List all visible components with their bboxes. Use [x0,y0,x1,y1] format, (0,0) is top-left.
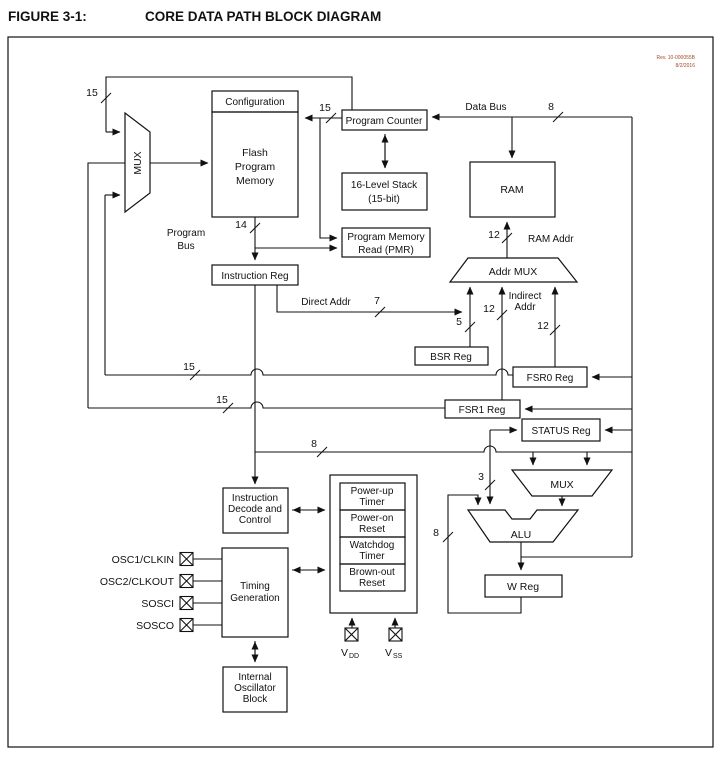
width-flash-ir: 14 [235,219,247,231]
stack-label-1: 16-Level Stack [350,180,418,191]
width-fsr0-mux: 15 [183,361,195,373]
program-bus-label-2: Bus [177,241,195,252]
width-fsr0-indirect: 12 [537,320,549,332]
width-ram-addr: 12 [488,229,500,241]
pmr-label-2: Read (PMR) [358,245,414,256]
flash-label-3: Memory [236,175,274,187]
ram-addr-label: RAM Addr [528,234,574,245]
power-on-reset-label-1: Power-on [350,513,394,524]
watchdog-timer-label-2: Timer [359,551,385,562]
pin-symbols [180,553,402,642]
instruction-reg-label: Instruction Reg [221,271,289,282]
pmr-label-1: Program Memory [347,232,425,243]
program-counter-label: Program Counter [345,116,423,127]
power-on-reset-label-2: Reset [358,524,386,535]
timing-generation-label-2: Generation [230,593,280,604]
ram-label: RAM [500,184,524,196]
fsr0-reg-label: FSR0 Reg [526,373,574,384]
bsr-reg-label: BSR Reg [430,352,472,363]
width-bsr: 5 [456,316,462,328]
figure-title: CORE DATA PATH BLOCK DIAGRAM [145,9,382,24]
sosco-pin-label: SOSCO [136,620,174,632]
width-literal: 8 [311,438,317,450]
status-reg-label: STATUS Reg [531,426,591,437]
osc2-clkout-pin-label: OSC2/CLKOUT [99,576,174,588]
instruction-decode-label-1: Instruction [231,493,279,504]
width-pc-mux: 15 [86,87,98,99]
power-up-timer-label-1: Power-up [350,486,394,497]
vss-pin-label-sub: SS [393,653,403,660]
left-mux-label: MUX [132,151,144,175]
flash-label-2: Program [234,161,276,173]
width-data-bus: 8 [548,101,554,113]
stack-label-2: (15-bit) [368,194,400,205]
width-w-feedback: 8 [433,527,439,539]
width-pc-flash: 15 [319,102,331,114]
fsr1-reg-label: FSR1 Reg [458,405,506,416]
program-bus-label-1: Program [166,228,206,239]
vdd-pin-label-sub: DD [349,653,360,660]
alu-label: ALU [510,529,532,541]
w-reg-label: W Reg [506,581,540,593]
instruction-decode-label-3: Control [238,515,272,526]
rev-code: Rev. 10-000055B [656,55,695,61]
flash-label-1: Flash [242,147,268,159]
timing-generation-label-1: Timing [240,581,270,592]
right-mux-label: MUX [550,479,574,491]
brown-out-reset-label-2: Reset [358,578,386,589]
configuration-label: Configuration [225,97,285,108]
instruction-decode-label-2: Decode and [228,504,282,515]
brown-out-reset-label-1: Brown-out [349,567,395,578]
power-up-timer-label-2: Timer [359,497,385,508]
figure-label: FIGURE 3-1: [8,9,87,24]
internal-oscillator-label-2: Oscillator [234,683,276,694]
figure-border [8,37,713,747]
osc1-clkin-pin-label: OSC1/CLKIN [111,554,174,566]
width-status-alu: 3 [478,471,484,483]
sosci-pin-label: SOSCI [141,598,174,610]
width-fsr1-indirect: 12 [483,303,495,315]
data-bus-label: Data Bus [465,102,507,113]
addr-mux-label: Addr MUX [488,266,538,278]
internal-oscillator-label-3: Block [242,694,268,705]
indirect-addr-label-2: Addr [514,302,536,313]
watchdog-timer-label-1: Watchdog [349,540,395,551]
width-direct: 7 [374,295,380,307]
internal-oscillator-label-1: Internal [238,672,272,683]
rev-date: 8/2/2016 [675,63,695,69]
indirect-addr-label-1: Indirect [508,291,542,302]
vss-pin-label: V [385,647,393,659]
blocks [125,91,612,712]
width-fsr1-mux: 15 [216,394,228,406]
vdd-pin-label: V [341,647,349,659]
direct-addr-label: Direct Addr [301,297,351,308]
